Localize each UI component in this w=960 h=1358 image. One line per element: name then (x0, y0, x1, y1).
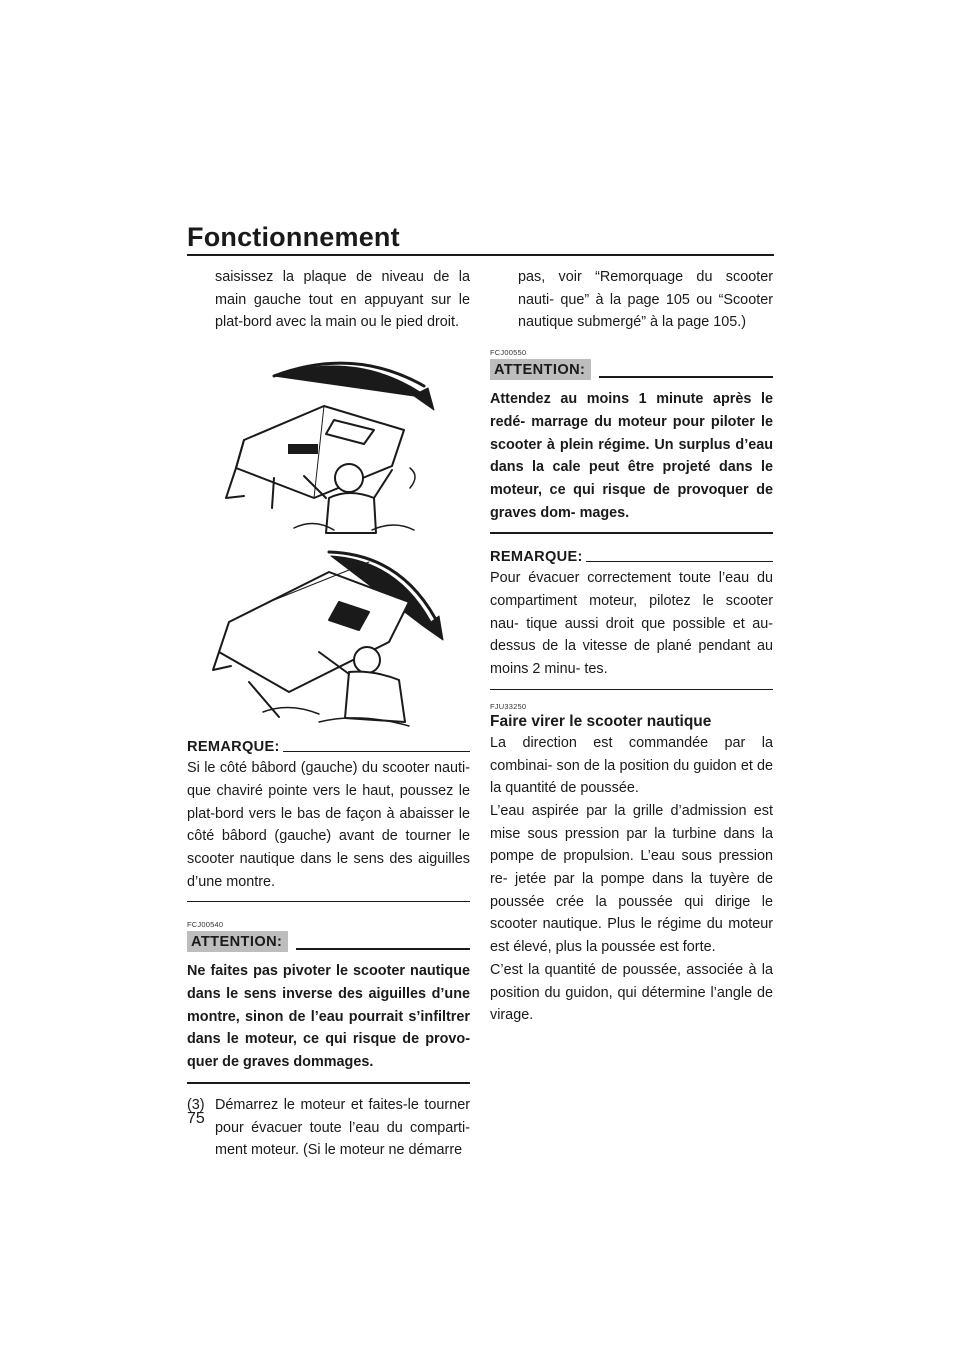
remark-text: Si le côté bâbord (gauche) du scooter nauti- que chaviré pointe vers le haut, poussez le plat-bord vers le bas de façon à abaisser le côté bâbord (gauche) avant de tourner le scooter nautique dans le sens des aiguilles d’une montre. (187, 760, 470, 890)
attention-heading-rule (296, 948, 470, 950)
attention-text: Attendez au moins 1 minute après le redé- marrage du moteur pour piloter le scooter à plein régime. Un surplus d’eau dans la cale peut être projeté dans le moteur, ce qui risque de provoquer de graves dom- mages. (490, 391, 773, 521)
remark-text: Pour évacuer correctement toute l’eau du compartiment moteur, pilotez le scooter nau- tique aussi droit que possible et au-dessus de la vitesse de plané pendant au moins 2 minu- tes. (490, 570, 773, 678)
attention-label: ATTENTION: (187, 931, 288, 952)
section-paragraph: C’est la quantité de poussée, associée à la position du guidon, qui détermine l’angle de virage. (490, 961, 773, 1024)
attention-end-rule (187, 1082, 470, 1084)
continuation-text: pas, voir “Remorquage du scooter nauti- que” à la page 105 ou “Scooter nautique submergé” à la page 105.) (518, 269, 773, 331)
section-paragraph: La direction est commandée par la combinai- son de la position du guidon et de la quantité de poussée. (490, 734, 773, 797)
attention-label: ATTENTION: (490, 359, 591, 380)
attention-heading-rule (599, 376, 773, 378)
attention-end-rule (490, 532, 773, 534)
title-rule (187, 254, 774, 256)
page-title: Fonctionnement (187, 222, 400, 252)
section-code: FJU33250 (490, 701, 527, 711)
capsize-illustration-top (214, 348, 444, 538)
remark-heading-rule (283, 751, 470, 752)
section-title: Faire virer le scooter nautique (490, 712, 712, 730)
attention-text: Ne faites pas pivoter le scooter nautique dans le sens inverse des aiguilles d’une montre, sinon de l’eau pourrait s’infiltrer dans le moteur, ce qui risque de provo- quer de graves dommages. (187, 963, 470, 1071)
step-number: (3) (187, 1096, 205, 1113)
page-number: 75 (187, 1110, 205, 1127)
capsize-illustration-bottom (209, 542, 449, 732)
attention-heading (490, 359, 773, 380)
step-text: Démarrez le moteur et faites-le tourner pour évacuer toute l’eau du comparti- ment moteur. (Si le moteur ne démarre (215, 1096, 470, 1159)
attention-code: FCJ00540 (187, 920, 224, 930)
left-column (187, 266, 470, 1162)
right-column (490, 266, 773, 1027)
attention-heading (187, 931, 470, 952)
intro-text: saisissez la plaque de niveau de la main gauche tout en appuyant sur le plat-bord avec la main ou le pied droit. (215, 269, 470, 331)
remark-label: REMARQUE: (490, 549, 583, 566)
section-paragraph: L’eau aspirée par la grille d’admission est mise sous pression par la turbine dans la pompe de propulsion. L’eau sous pression re- jetée par la pompe dans la tuyère de poussée crée la poussée qui dirige le scooter nautique. Plus le régime du moteur est élevé, plus la poussée est forte. (490, 802, 773, 956)
remark-label: REMARQUE: (187, 739, 280, 756)
remark-end-rule (490, 689, 773, 690)
attention-code: FCJ00550 (490, 348, 527, 358)
remark-heading-rule (586, 561, 773, 562)
remark-end-rule (187, 901, 470, 902)
remark-heading (490, 548, 773, 566)
remark-heading (187, 738, 470, 756)
step-item (187, 1094, 470, 1162)
